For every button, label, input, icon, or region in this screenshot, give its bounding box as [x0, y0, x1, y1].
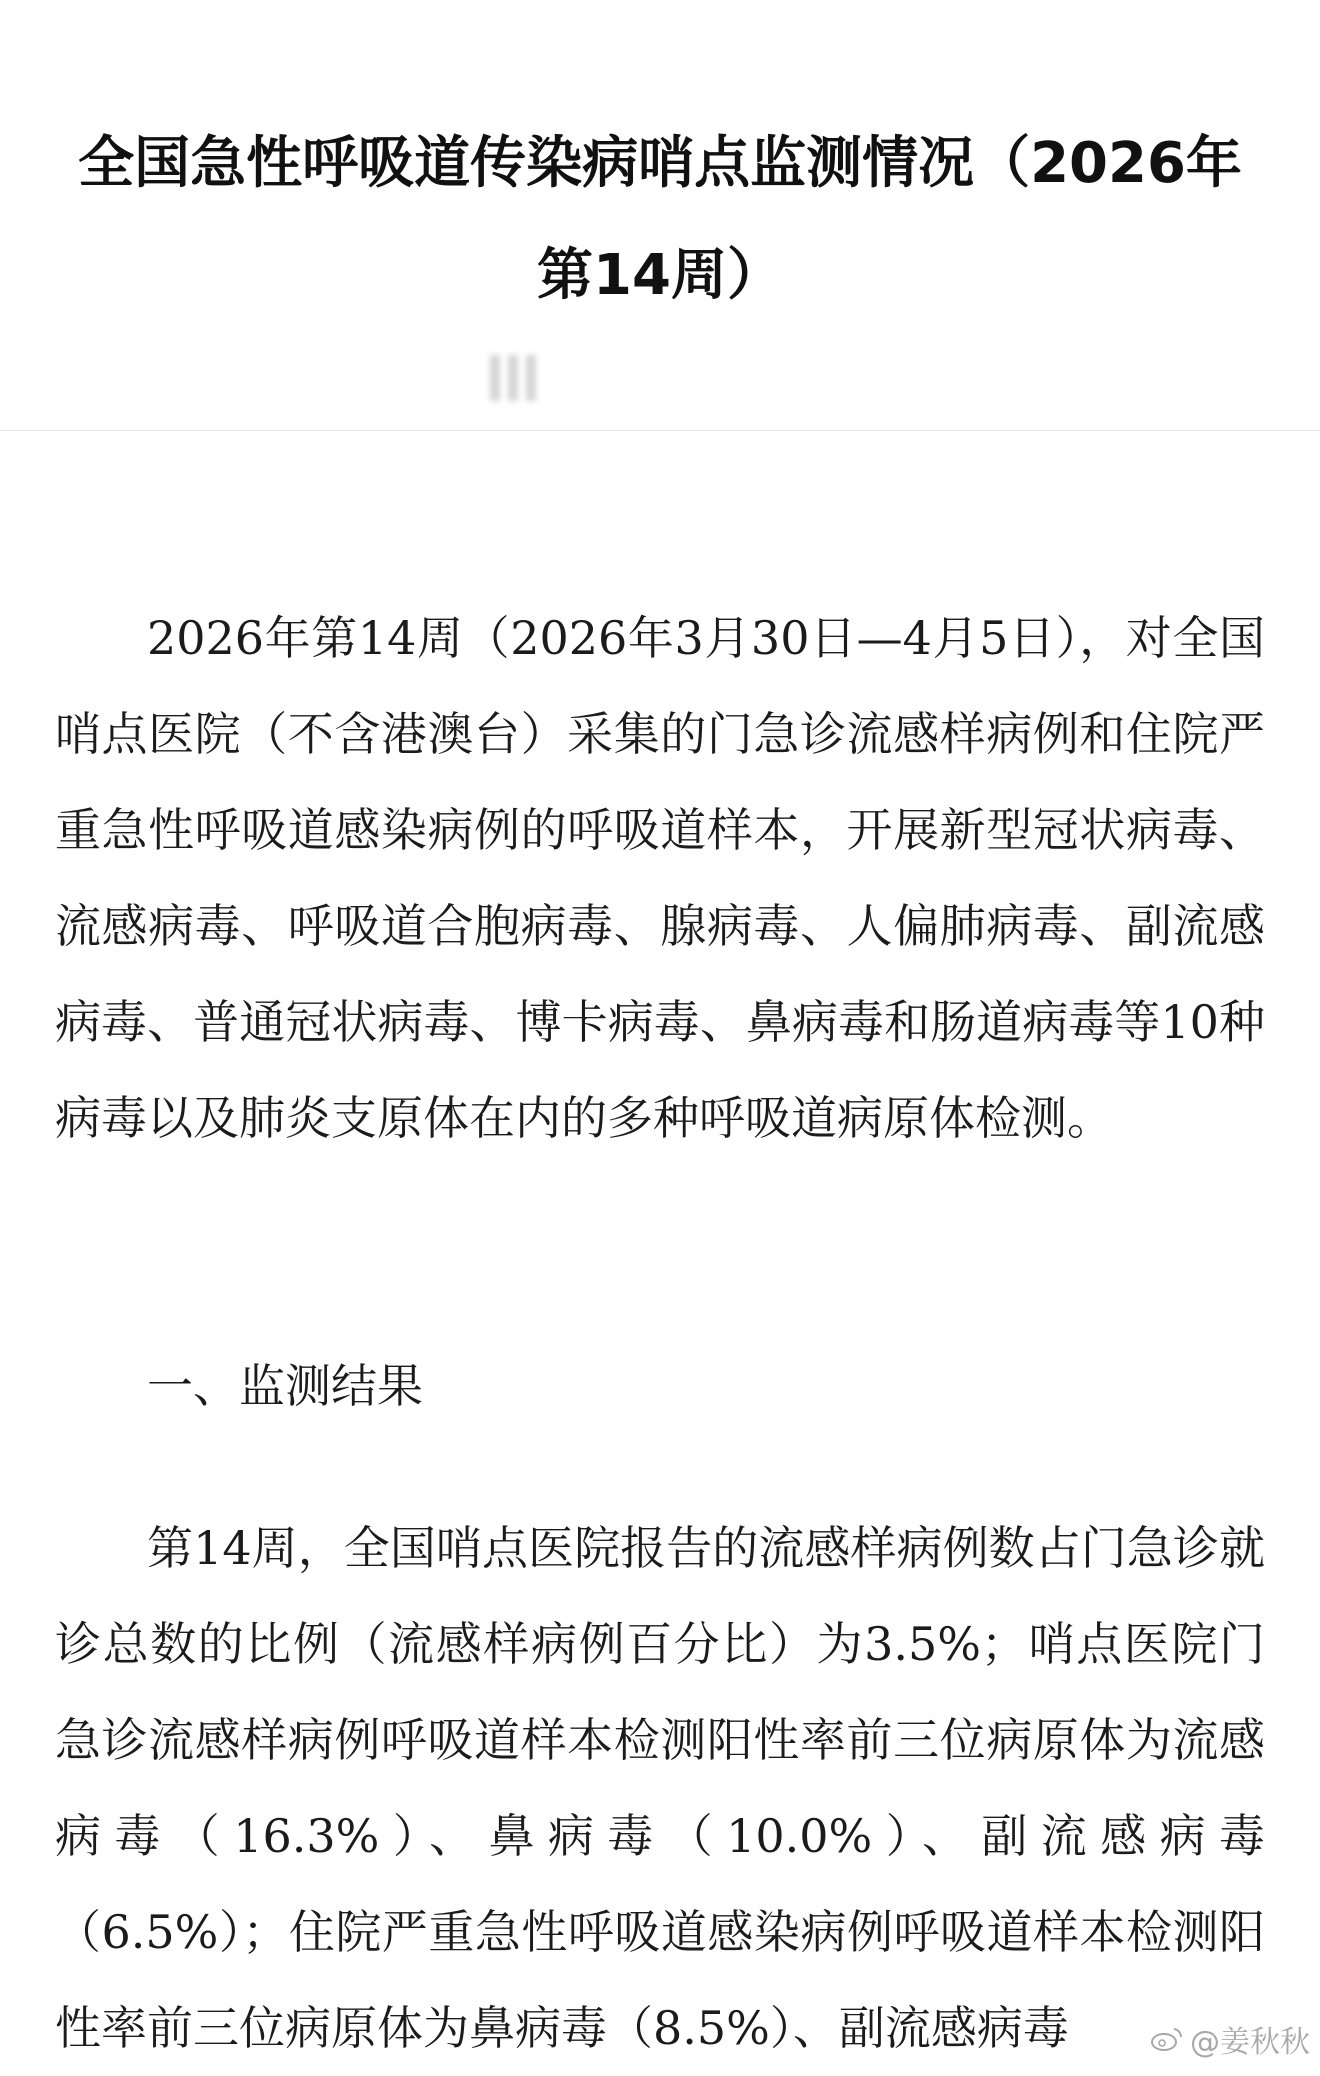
watermark-text: @姜秋秋	[1190, 2025, 1310, 2060]
header-divider	[0, 430, 1320, 431]
blurred-bar	[508, 355, 518, 401]
section-heading-results: 一、监测结果	[147, 1359, 423, 1413]
title-line-2: 第14周）	[537, 242, 783, 308]
paragraph-intro: 2026年第14周（2026年3月30日—4月5日），对全国哨点医院（不含港澳台）采集的门急诊流感样病例和住院严重急性呼吸道感染病例的呼吸道样本，开展新型冠状病毒、流感病毒、呼吸道合胞病毒、腺病毒、人偏肺病毒、副流感病毒、普通冠状病毒、博卡病毒、鼻病毒和肠道病毒等10种病毒以及肺炎支原体在内的多种呼吸道病原体检测。	[55, 611, 1265, 1145]
document-title	[0, 108, 1320, 332]
blurred-bar	[526, 355, 536, 401]
blurred-bar	[490, 355, 500, 401]
weibo-watermark	[1150, 2017, 1310, 2061]
title-line-1: 全国急性呼吸道传染病哨点监测情况（2026年	[78, 130, 1242, 196]
paragraph-results: 第14周，全国哨点医院报告的流感样病例数占门急诊就诊总数的比例（流感样病例百分比）为3.5%；哨点医院门急诊流感样病例呼吸道样本检测阳性率前三位病原体为流感病毒（16.3%）、鼻病毒（10.0%）、副流感病毒（6.5%）；住院严重急性呼吸道感染病例呼吸道样本检测阳性率前三位病原体为鼻病毒（8.5%）、副流感病毒	[55, 1521, 1265, 2055]
blurred-bars	[490, 355, 536, 401]
weibo-icon	[1150, 2025, 1184, 2053]
blurred-source-info	[490, 350, 850, 406]
